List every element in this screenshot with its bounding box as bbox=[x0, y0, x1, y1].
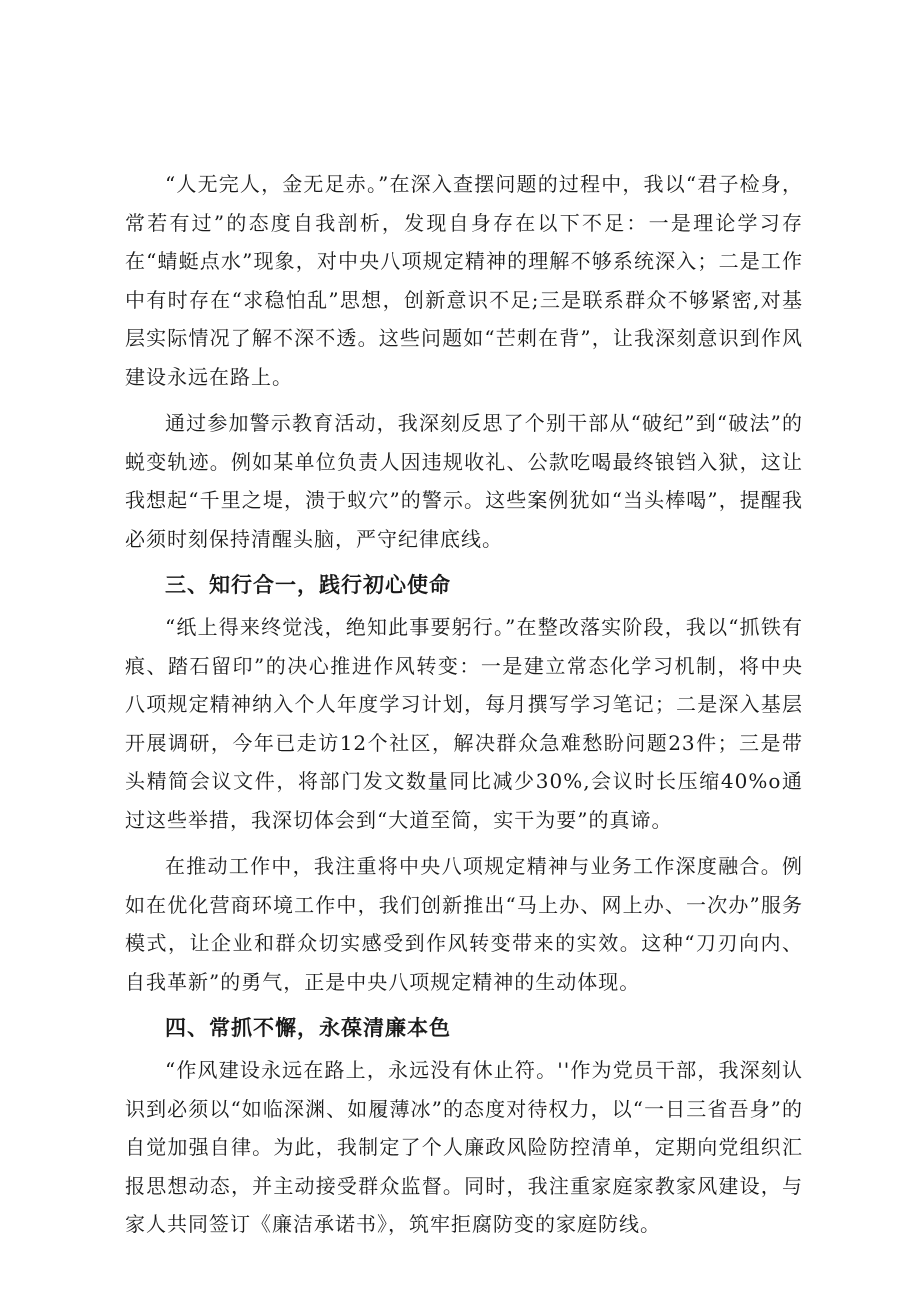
section-heading-4: 四、常抓不懈，永葆清廉本色 bbox=[165, 1016, 451, 1040]
document-body bbox=[125, 165, 803, 1252]
paragraph-warning-education: 通过参加警示教育活动，我深刻反思了个别干部从“破纪”到“破法”的蜕变轨迹。例如某单位负责人因违规收礼、公款吃喝最终锒铛入狱，这让我想起“千里之堤，溃于蚁穴”的警示。这些案例犹如“当头棒喝”，提醒我必须时刻保持清醒头脑，严守纪律底线。 bbox=[125, 411, 803, 551]
paragraph-integrity: “作风建设永远在路上，永远没有休止符。''作为党员干部，我深刻认识到必须以“如临深渊、如履薄冰”的态度对待权力，以“一日三省吾身”的自觉加强自律。为此，我制定了个人廉政风险防控清单，定期向党组织汇报思想动态，并主动接受群众监督。同时，我注重家庭家教家风建设，与家人共同签订《廉洁承诺书》，筑牢拒腐防变的家庭防线。 bbox=[125, 1058, 803, 1236]
paragraph-work-integration: 在推动工作中，我注重将中央八项规定精神与业务工作深度融合。例如在优化营商环境工作中，我们创新推出“马上办、网上办、一次办”服务模式，让企业和群众切实感受到作风转变带来的实效。这种“刀刃向内、自我革新”的勇气，正是中央八项规定精神的生动体现。 bbox=[125, 854, 803, 994]
paragraph-rectification: “纸上得来终觉浅，绝知此事要躬行。”在整改落实阶段，我以“抓铁有痕、踏石留印”的决心推进作风转变：一是建立常态化学习机制，将中央八项规定精神纳入个人年度学习计划，每月撰写学习笔记；二是深入基层开展调研，今年已走访12个社区，解决群众急难愁盼问题23件；三是带头精简会议文件，将部门发文数量同比减少30%,会议时长压缩40%o通过这些举措，我深切体会到“大道至简，实干为要”的真谛。 bbox=[125, 615, 803, 832]
section-heading-3: 三、知行合一，践行初心使命 bbox=[165, 573, 451, 597]
paragraph-self-examination: “人无完人，金无足赤。”在深入查摆问题的过程中，我以“君子检身，常若有过”的态度自我剖析，发现自身存在以下不足：一是理论学习存在“蜻蜓点水”现象，对中央八项规定精神的理解不够系统深入；二是工作中有时存在“求稳怕乱”思想，创新意识不足;三是联系群众不够紧密,对基层实际情况了解不深不透。这些问题如“芒刺在背”，让我深刻意识到作风建设永远在路上。 bbox=[125, 172, 803, 389]
